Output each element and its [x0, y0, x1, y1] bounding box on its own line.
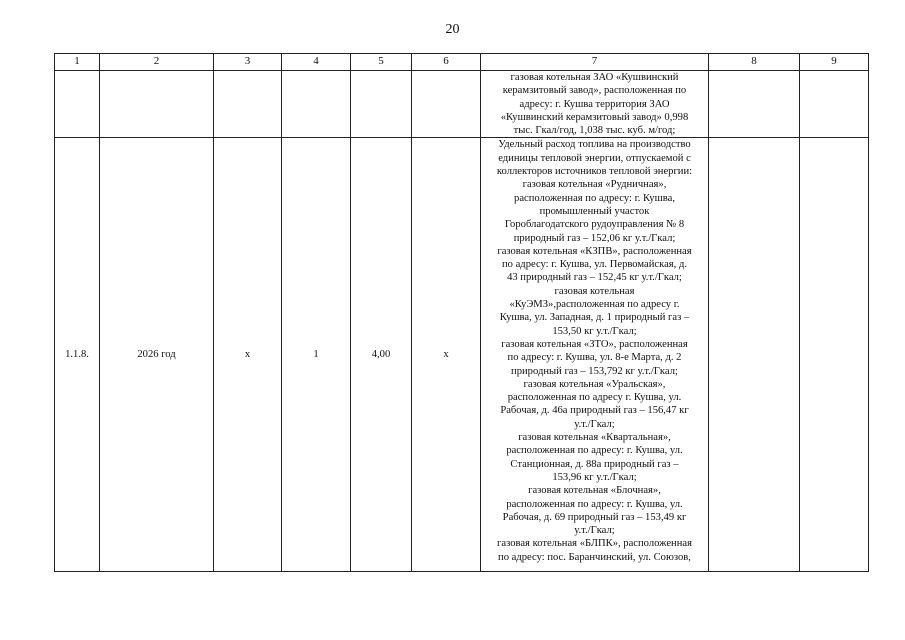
table-cell: х [412, 138, 481, 572]
table-row [55, 71, 869, 138]
header-row [55, 54, 869, 71]
table-cell [55, 71, 100, 138]
description-line: газовая котельная «ЗТО», расположенная [501, 338, 688, 350]
table-row [55, 138, 869, 572]
description-line: единицы тепловой энергии, отпускаемой с [498, 152, 691, 164]
description-cell [481, 71, 709, 138]
description-line: 153,50 кг у.т./Гкал; [552, 325, 637, 337]
description-line: Рабочая, д. 46а природный газ – 156,47 кг [500, 405, 689, 417]
description-line: 153,96 кг у.т./Гкал; [552, 471, 637, 483]
header-cell: 1 [55, 54, 100, 71]
description-line: керамзитовый завод», расположенная по [502, 85, 687, 97]
description-line: природный газ – 152,06 кг у.т./Гкал; [513, 232, 676, 244]
table-cell [214, 71, 282, 138]
header-cell: 8 [709, 54, 800, 71]
table-cell [100, 71, 214, 138]
description-line: природный газ – 153,792 кг у.т./Гкал; [511, 365, 678, 377]
description-line: газовая котельная «БЛПК», расположенная [497, 538, 692, 550]
description-line: у.т./Гкал; [574, 418, 615, 430]
table-cell [800, 71, 869, 138]
description-line: коллекторов источников тепловой энергии: [496, 166, 693, 178]
description-line: газовая котельная «Рудничная», [522, 179, 667, 191]
header-cell: 3 [214, 54, 282, 71]
description-line: газовая котельная «Квартальная», [518, 432, 671, 444]
table-cell [709, 71, 800, 138]
header-cell: 9 [800, 54, 869, 71]
header-cell: 5 [351, 54, 412, 71]
description-line: Кушва, ул. Западная, д. 1 природный газ – [499, 312, 690, 324]
description-line: 43 природный газ – 152,45 кг у.т./Гкал; [507, 272, 682, 284]
document-table [54, 53, 869, 572]
table-cell [412, 71, 481, 138]
description-line: расположенная по адресу: г. Кушва, [514, 192, 675, 204]
table-cell [709, 138, 800, 572]
header-cell: 4 [282, 54, 351, 71]
description-line: расположенная по адресу: г. Кушва, ул. [506, 498, 683, 510]
description-line: газовая котельная «Блочная», [528, 485, 661, 497]
header-cell: 2 [100, 54, 214, 71]
item-number-cell: 1.1.8. [55, 138, 100, 572]
header-cell: 7 [481, 54, 709, 71]
description-line: расположенная по адресу г. Кушва, ул. [507, 392, 682, 404]
table-cell: х [214, 138, 282, 572]
description-line: газовая котельная ЗАО «Кушвинский [510, 72, 679, 83]
table-cell [282, 71, 351, 138]
header-cell: 6 [412, 54, 481, 71]
table-cell [351, 71, 412, 138]
description-line: газовая котельная «КЗПВ», расположенная [497, 245, 692, 257]
description-line: тыс. Гкал/год, 1,038 тыс. куб. м/год; [513, 125, 676, 137]
description-line: Удельный расход топлива на производство [498, 139, 691, 151]
description-line: промышленный участок [539, 205, 650, 217]
description-line: по адресу: г. Кушва, ул. 8-е Марта, д. 2 [507, 352, 682, 364]
page-number: 20 [445, 22, 460, 37]
description-line: газовая котельная «Уральская», [523, 378, 666, 390]
description-line: Станционная, д. 88а природный газ – [510, 458, 679, 470]
description-line: Гороблагодатского рудоуправления № 8 [504, 219, 685, 231]
description-line: газовая котельная [554, 285, 635, 297]
year-cell: 2026 год [100, 138, 214, 572]
description-line: «Кушвинский керамзитовый завод» 0,998 [500, 111, 689, 123]
description-line: расположенная по адресу: г. Кушва, ул. [506, 445, 683, 457]
description-line: Рабочая, д. 69 природный газ – 153,49 кг [502, 511, 687, 523]
table-cell [800, 138, 869, 572]
description-line: по адресу: г. Кушва, ул. Первомайская, д. [501, 259, 687, 271]
description-line: у.т./Гкал; [574, 525, 615, 537]
description-cell [481, 138, 709, 572]
table-cell: 1 [282, 138, 351, 572]
description-line: «КуЭМЗ»,расположенная по адресу г. [509, 299, 680, 311]
description-line: адресу: г. Кушва территория ЗАО [519, 98, 670, 110]
table-cell: 4,00 [351, 138, 412, 572]
description-line: по адресу: пос. Баранчинский, ул. Союзов, [498, 551, 691, 563]
